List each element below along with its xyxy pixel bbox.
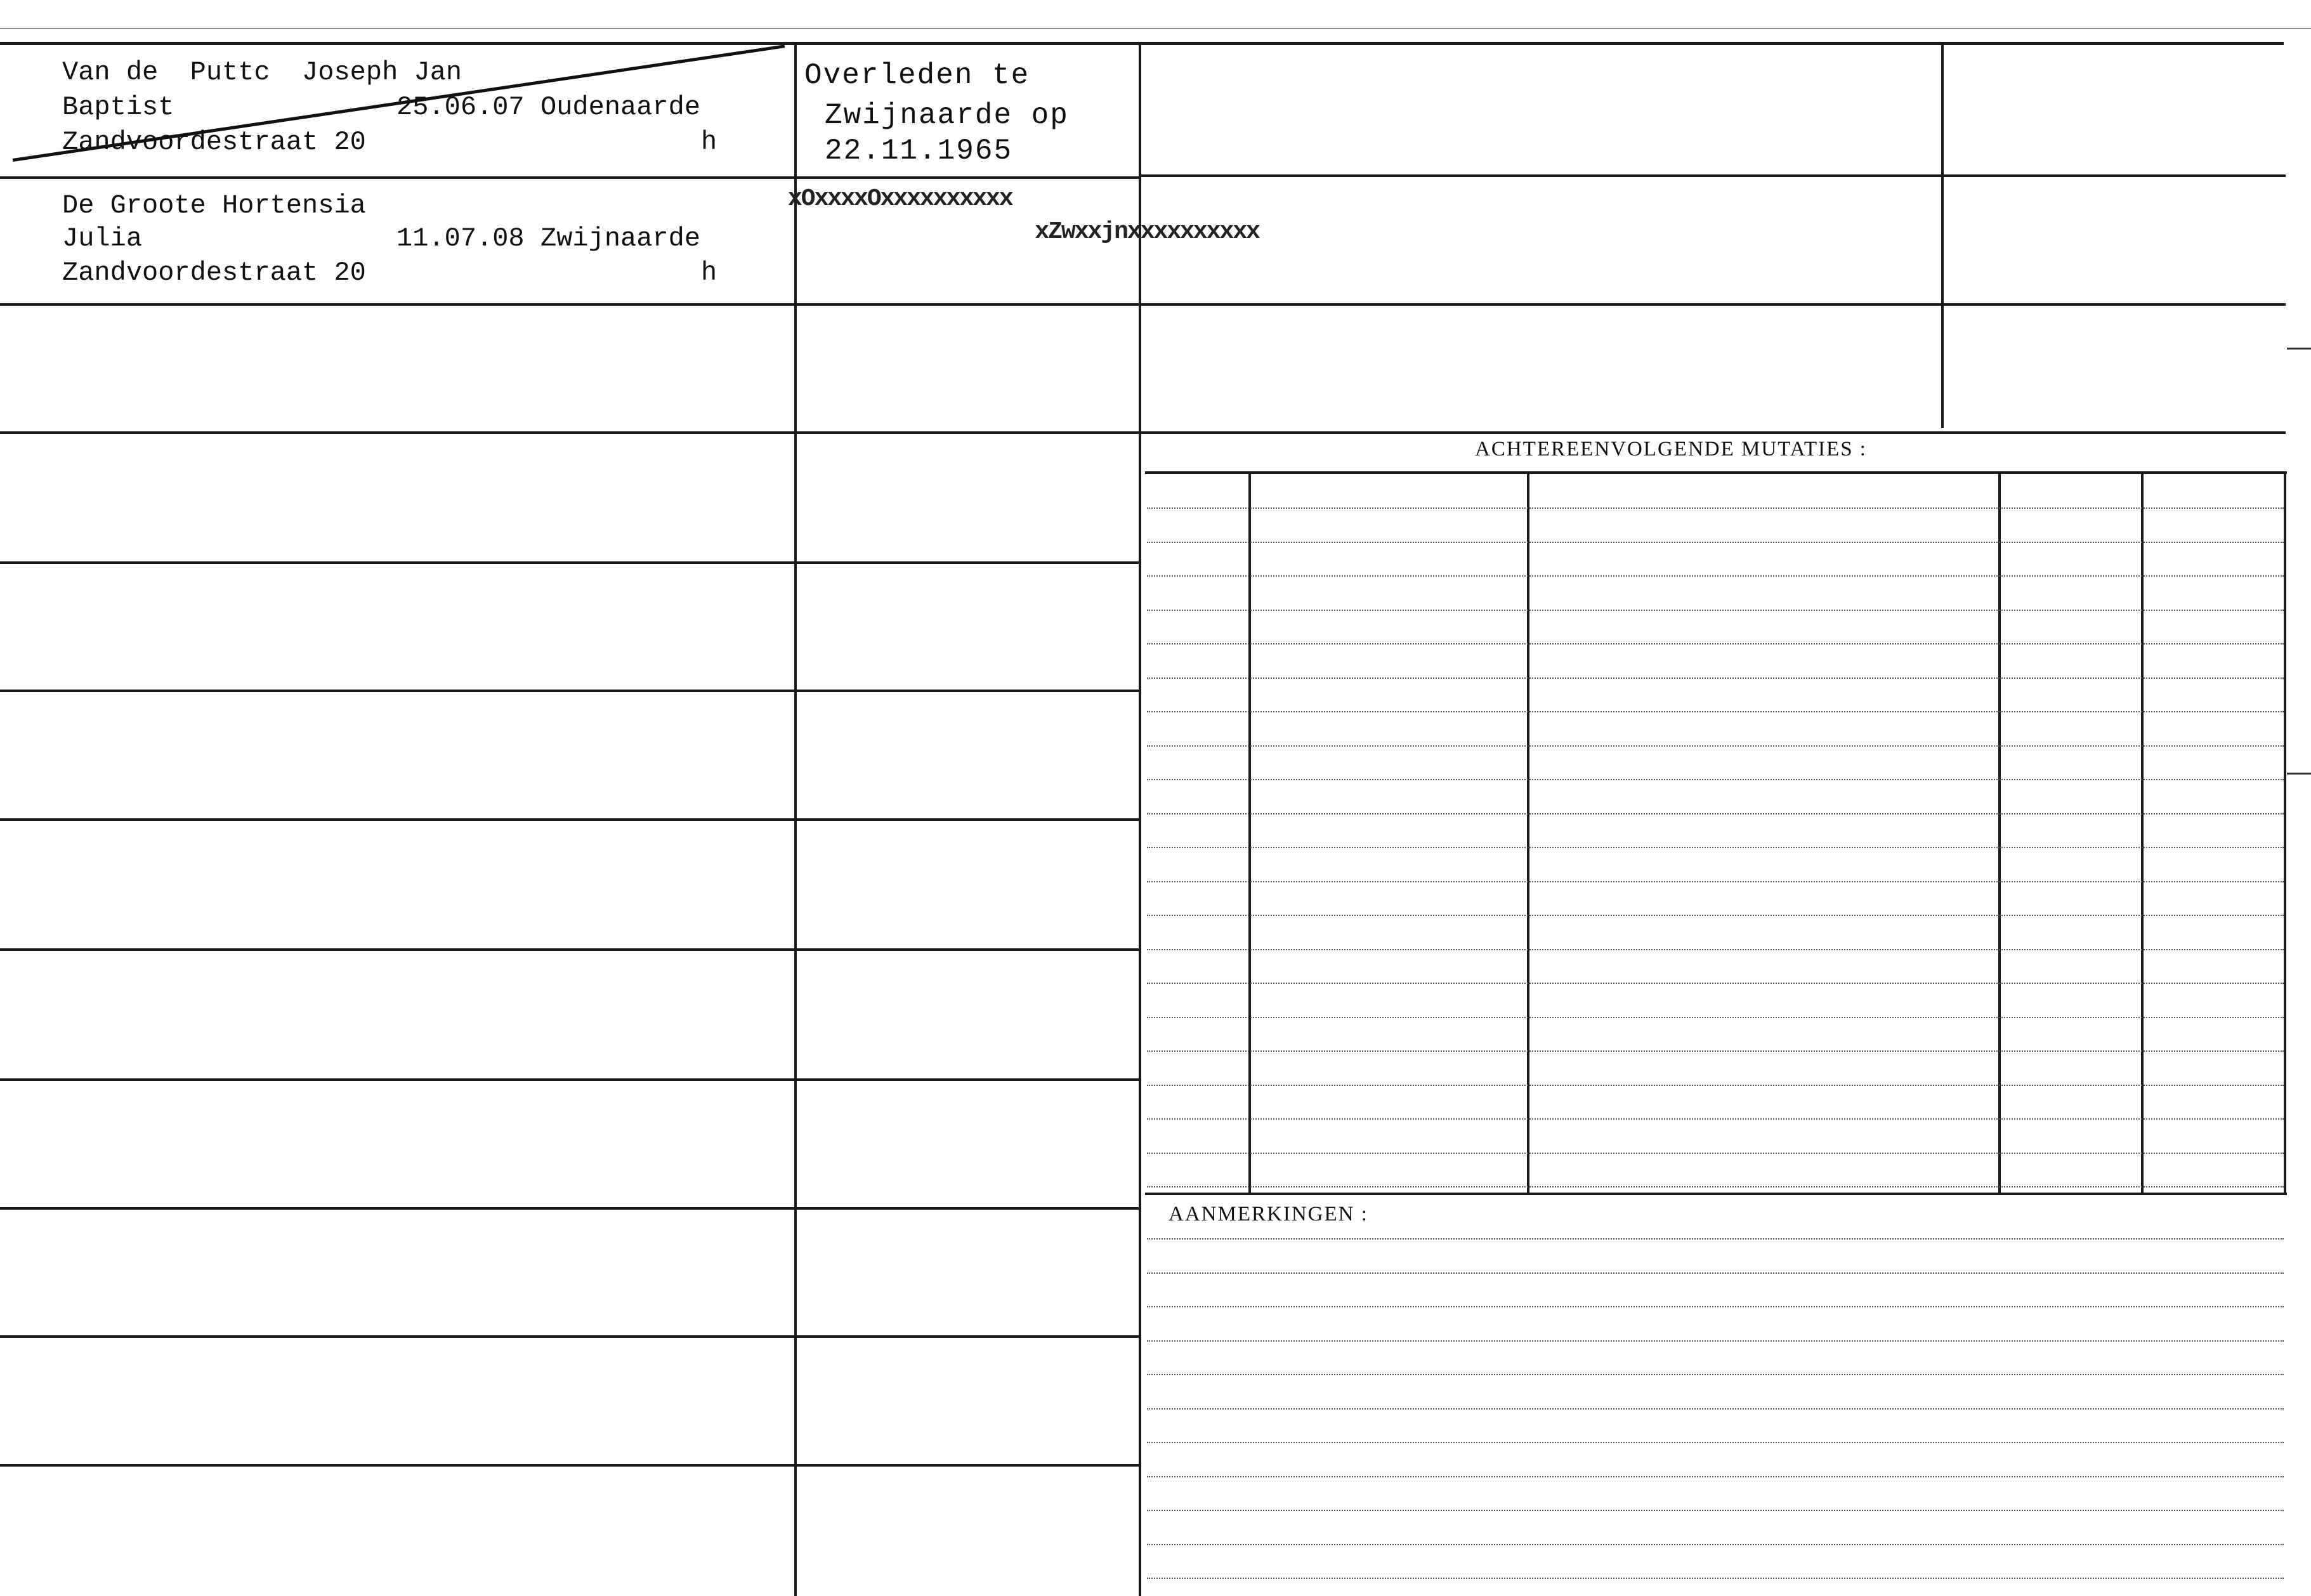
entry-2-remark-line1-overtyped: xOxxxxOxxxxxxxxxx <box>788 185 1012 213</box>
mutations-ruled-line <box>1147 881 2284 882</box>
mutations-ruled-line <box>1147 677 2284 679</box>
row-line <box>0 1207 1140 1210</box>
mutations-ruled-line <box>1147 711 2284 712</box>
remarks-ruled-line <box>1147 1510 2284 1511</box>
mutations-ruled-line <box>1147 813 2284 814</box>
remarks-ruled-line <box>1147 1476 2284 1477</box>
row-line <box>0 561 1140 564</box>
remarks-ruled-line <box>1147 1544 2284 1545</box>
top-faint-line <box>0 28 2311 29</box>
entry-2-name-line1: De Groote Hortensia <box>62 190 366 221</box>
row-line <box>0 176 1140 179</box>
entry-1-birth-date: 25.06.07 <box>396 92 525 122</box>
entry-1-remark-line3: 22.11.1965 <box>825 134 1013 167</box>
mutations-ruled-line <box>1147 779 2284 780</box>
mutations-ruled-line <box>1147 542 2284 543</box>
remarks-ruled-line <box>1147 1578 2284 1579</box>
mutations-ruled-line <box>1147 745 2284 747</box>
entry-2-role: h <box>701 258 717 288</box>
remarks-heading: AANMERKINGEN : <box>1169 1203 1368 1226</box>
mutations-ruled-line <box>1147 1017 2284 1018</box>
right-row-line <box>1140 174 2286 177</box>
mutations-ruled-line <box>1147 643 2284 644</box>
entry-2-address: Zandvoordestraat 20 <box>62 258 366 288</box>
row-line <box>0 303 1140 306</box>
entry-2-remark-line2-overtyped: xZwxxjnxxxxxxxxxx <box>1035 218 1259 245</box>
divider-right-upper <box>1941 44 1944 428</box>
remarks-ruled-line <box>1147 1442 2284 1443</box>
edge-tick <box>2287 773 2311 775</box>
mutations-ruled-line <box>1147 915 2284 916</box>
remarks-ruled-line <box>1147 1306 2284 1307</box>
entry-1-remark-line2: Zwijnaarde op <box>825 99 1069 132</box>
entry-1-address: Zandvoordestraat 20 <box>62 127 366 157</box>
row-line <box>0 1078 1140 1081</box>
row-line <box>0 1464 1140 1467</box>
mutations-ruled-line <box>1147 1186 2284 1187</box>
mutations-ruled-line <box>1147 1050 2284 1052</box>
remarks-ruled-line <box>1147 1340 2284 1342</box>
mutations-ruled-line <box>1147 507 2284 509</box>
row-line <box>0 1335 1140 1338</box>
mutations-ruled-line <box>1147 949 2284 950</box>
mutations-col-divider <box>2284 474 2286 1193</box>
row-line <box>0 818 1140 821</box>
mutations-ruled-line <box>1147 1118 2284 1120</box>
right-row-line <box>1140 431 2286 434</box>
row-line <box>0 948 1140 951</box>
mutations-ruled-line <box>1147 610 2284 611</box>
entry-2-birth-place: Zwijnaarde <box>540 223 701 254</box>
entry-1-role: h <box>701 127 717 157</box>
right-row-line <box>1140 303 2286 306</box>
mutations-ruled-line <box>1147 1153 2284 1154</box>
mutations-heading: ACHTEREENVOLGENDE MUTATIES : <box>1475 438 1867 461</box>
remarks-ruled-line <box>1147 1374 2284 1375</box>
remarks-ruled-line <box>1147 1272 2284 1274</box>
entry-1-remark-line1: Overleden te <box>804 59 1030 92</box>
mutations-ruled-line <box>1147 847 2284 848</box>
mutations-ruled-line <box>1147 1085 2284 1086</box>
remarks-ruled-line <box>1147 1408 2284 1410</box>
row-line <box>0 431 1140 434</box>
mutations-ruled-line <box>1147 983 2284 984</box>
entry-1-name-line1: Van de Puttc Joseph Jan <box>62 57 462 88</box>
mutations-ruled-line <box>1147 575 2284 577</box>
entry-2-name-line2: Julia <box>62 223 143 254</box>
entry-2-birth-date: 11.07.08 <box>396 223 525 254</box>
entry-1-name-line2: Baptist <box>62 92 174 122</box>
row-line <box>0 690 1140 692</box>
mutations-table-top <box>1145 471 2287 474</box>
mutations-table-bottom <box>1145 1193 2287 1195</box>
remarks-ruled-line <box>1147 1238 2284 1240</box>
entry-1-birth-place: Oudenaarde <box>540 92 701 122</box>
edge-tick <box>2287 348 2311 350</box>
